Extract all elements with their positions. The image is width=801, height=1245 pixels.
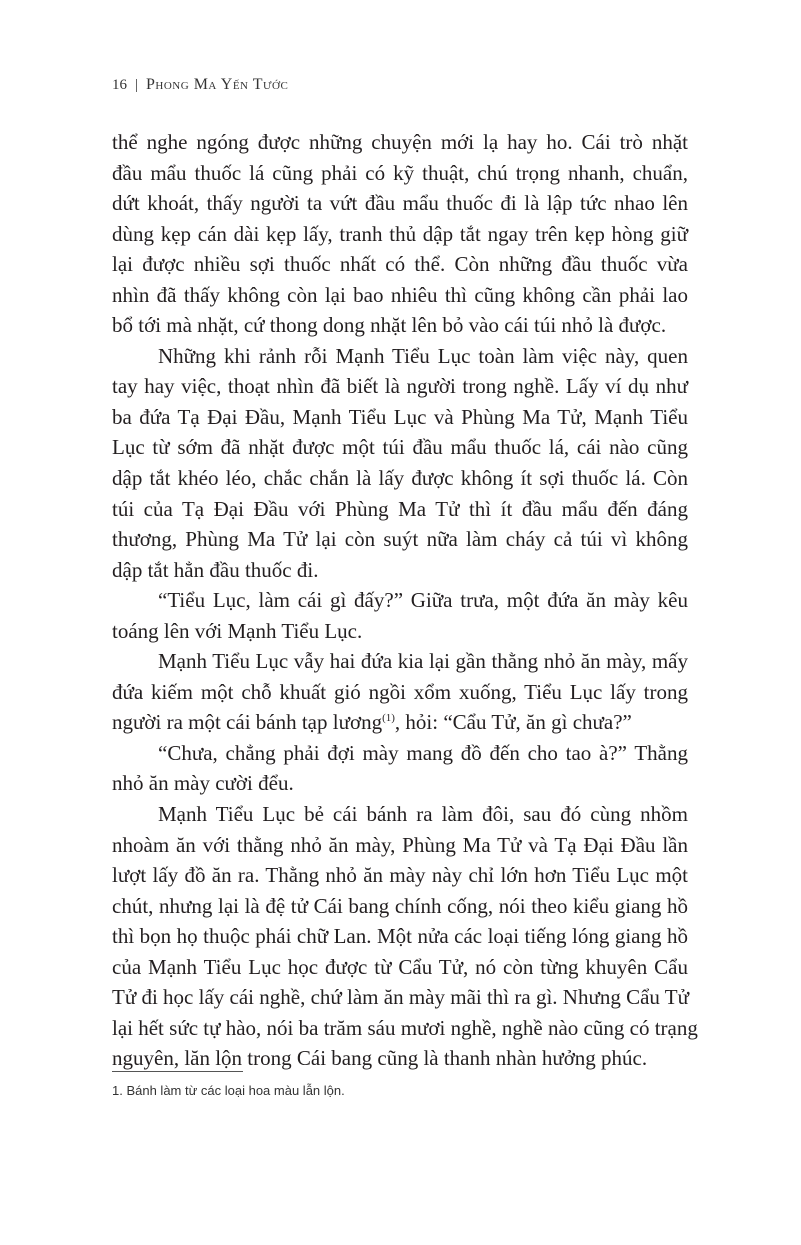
text-line: dập tắt khéo léo, chắc chắn là lấy được không ít sợi thuốc lá. Còn	[112, 466, 688, 491]
text-line: nguyên, lăn lộn trong Cái bang cũng là thanh nhàn hưởng phúc.	[112, 1046, 648, 1071]
text-line: “Chưa, chẳng phải đợi mày mang đồ đến cho tao à?” Thằng	[158, 740, 688, 765]
paragraph	[112, 127, 688, 341]
text-line: Mạnh Tiểu Lục bẻ cái bánh ra làm đôi, sau đó cùng nhồm	[158, 802, 688, 827]
paragraph	[112, 341, 688, 585]
text-segment: , hỏi: “Cẩu Tử, ăn gì chưa?”	[394, 710, 632, 735]
text-line: tay hay việc, thoạt nhìn đã biết là người trong nghề. Lấy ví dụ như	[112, 374, 688, 399]
paragraph	[112, 585, 688, 646]
text-line: chút, nhưng lại là đệ tử Cái bang chính cống, nói theo kiểu giang hồ	[112, 893, 688, 918]
text-line: đứa kiếm một chỗ khuất gió ngồi xổm xuống, Tiểu Lục lấy trong	[112, 679, 688, 704]
text-line: dùng kẹp cán dài kẹp lấy, tranh thủ dập tắt ngay trên kẹp hòng giữ	[112, 221, 688, 246]
book-title: Phong Ma Yến Tước	[146, 76, 289, 93]
text-line: ba đứa Tạ Đại Đầu, Mạnh Tiểu Lục và Phùng Ma Tử, Mạnh Tiểu	[112, 404, 688, 429]
paragraph	[112, 738, 688, 799]
text-line: nhìn đã thấy không còn lại bao nhiêu thì cũng không cần phải lao	[112, 282, 688, 307]
text-line: thể nghe ngóng được những chuyện mới lạ hay ho. Cái trò nhặt	[112, 130, 688, 154]
text-line: bổ tới mà nhặt, cứ thong dong nhặt lên bỏ vào cái túi nhỏ là được.	[112, 313, 667, 338]
page-number: 16	[112, 77, 127, 93]
text-line: dứt khoát, thấy người ta vứt đầu mẩu thuốc đi là lập tức nhao lên	[112, 191, 688, 216]
text-line: lại hết sức tự hào, nói ba trăm sáu mươi nghề, nghề nào cũng có trạng	[112, 1015, 698, 1040]
text-line: toáng lên với Mạnh Tiểu Lục.	[112, 618, 363, 643]
running-header	[112, 76, 288, 94]
text-line: nhỏ ăn mày cười đểu.	[112, 771, 294, 796]
footnote-divider	[112, 1071, 243, 1072]
text-line: túi của Tạ Đại Đầu với Phùng Ma Tử thì ít đầu mẩu đến đáng	[112, 496, 688, 521]
header-separator: |	[135, 77, 139, 93]
footnote-reference[interactable]: (1)	[382, 712, 395, 725]
paragraph	[112, 799, 698, 1074]
text-line	[112, 707, 688, 738]
text-line: của Mạnh Tiểu Lục học được từ Cẩu Tử, nó còn từng khuyên Cẩu	[112, 954, 688, 979]
text-line: thì bọn họ thuộc phái chữ Lan. Một nửa các loại tiếng lóng giang hồ	[112, 924, 688, 949]
paragraph	[112, 646, 688, 738]
text-line: “Tiểu Lục, làm cái gì đấy?” Giữa trưa, một đứa ăn mày kêu	[158, 588, 688, 613]
text-line: lượt lấy đồ ăn ra. Thằng nhỏ ăn mày này chỉ lớn hơn Tiểu Lục một	[112, 863, 688, 888]
text-line: Tử đi học lấy cái nghề, chứ làm ăn mày mãi thì ra gì. Nhưng Cẩu Tử	[112, 985, 689, 1010]
body-text	[112, 127, 698, 1074]
text-line: đầu mẩu thuốc lá cũng phải có kỹ thuật, chú trọng nhanh, chuẩn,	[112, 160, 688, 185]
text-line: Mạnh Tiểu Lục vẫy hai đứa kia lại gần thằng nhỏ ăn mày, mấy	[158, 649, 688, 674]
text-segment: người ra một cái bánh tạp lương	[112, 710, 383, 735]
footnote: 1. Bánh làm từ các loại hoa màu lẫn lộn.	[112, 1083, 345, 1098]
text-line: Những khi rảnh rỗi Mạnh Tiểu Lục toàn làm việc này, quen	[158, 343, 688, 368]
text-line: dập tắt hẳn đầu thuốc đi.	[112, 557, 319, 582]
text-line: lại được nhiều sợi thuốc nhất có thể. Còn những đầu thuốc vừa	[112, 252, 688, 277]
text-line: thương, Phùng Ma Tử lại còn suýt nữa làm cháy cả túi vì không	[112, 527, 688, 552]
text-line: Lục từ sớm đã nhặt được một túi đầu mẩu thuốc lá, cái nào cũng	[112, 435, 688, 460]
text-line: nhoàm ăn với thằng nhỏ ăn mày, Phùng Ma Tử và Tạ Đại Đầu lần	[112, 832, 688, 857]
